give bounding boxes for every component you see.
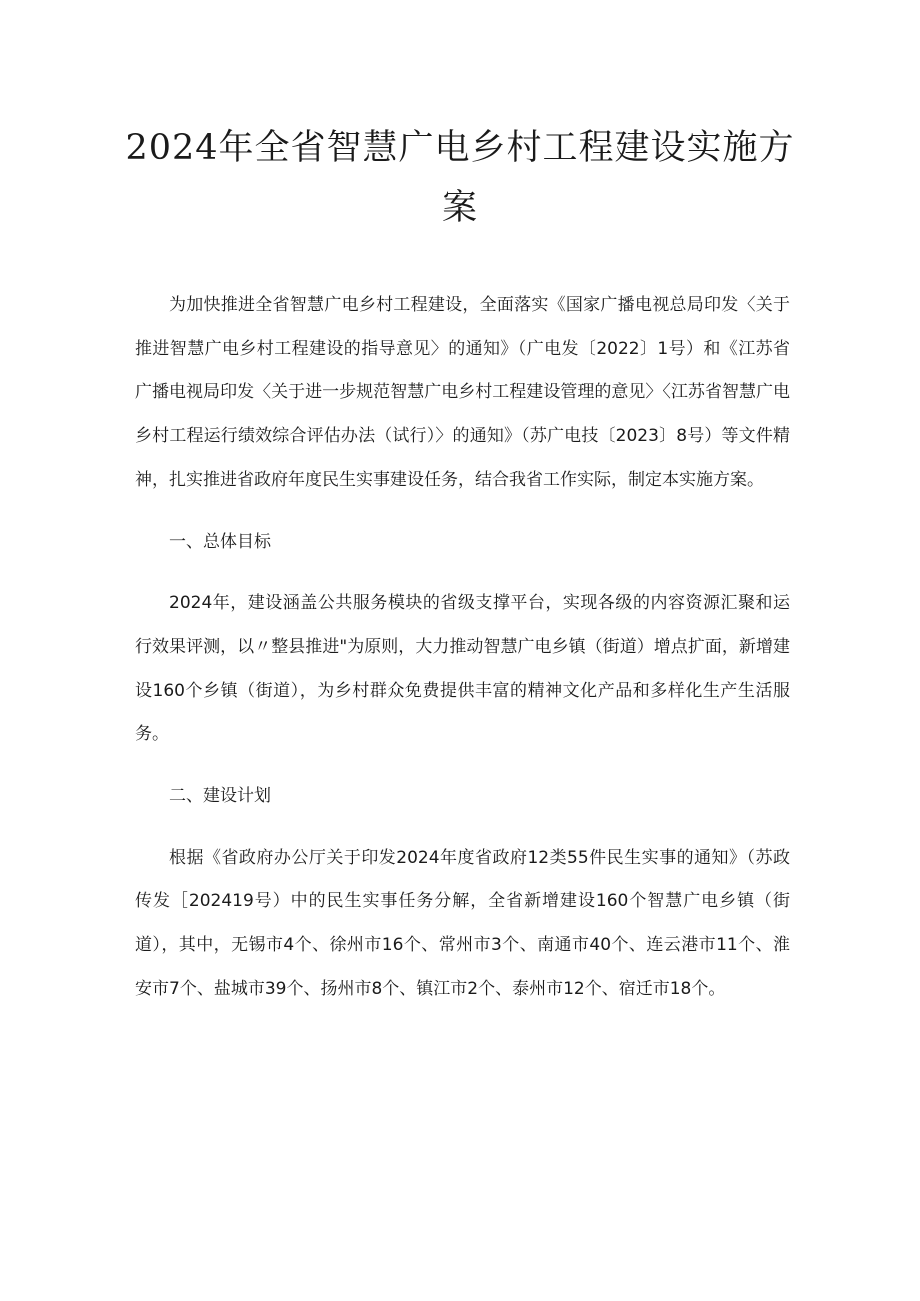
section-heading-overall-goal: 一、总体目标 bbox=[169, 531, 271, 552]
section-heading-construction-plan: 二、建设计划 bbox=[169, 786, 271, 807]
paragraph-plan: 根据《省政府办公厅关于印发2024年度省政府12类55件民生实事的通知》（苏政传发［202419号）中的民生实事任务分解，全省新增建设160个智慧广电乡镇（街道），其中，无锡市4个、徐州市16个、常州市3个、南通市40个、连云港市11个、淮安市7个、盐城市39个、扬州市8个、镇江市2个、泰州市12个、宿迁市18个。 bbox=[135, 847, 790, 999]
paragraph-goal: 2024年，建设涵盖公共服务模块的省级支撑平台，实现各级的内容资源汇聚和运行效果评测，以〃整县推进"为原则，大力推动智慧广电乡镇（街道）增点扩面，新增建设160个乡镇（街道），为乡村群众免费提供丰富的精神文化产品和多样化生产生活服务。 bbox=[135, 593, 790, 745]
paragraph-intro: 为加快推进全省智慧广电乡村工程建设，全面落实《国家广播电视总局印发〈关于推进智慧广电乡村工程建设的指导意见〉的通知》（广电发〔2022〕1号）和《江苏省广播电视局印发〈关于进一步规范智慧广电乡村工程建设管理的意见〉〈江苏省智慧广电乡村工程运行绩效综合评估办法（试行）〉的通知》（苏广电技〔2023〕8号）等文件精神，扎实推进省政府年度民生实事建设任务，结合我省工作实际，制定本实施方案。 bbox=[135, 295, 790, 490]
document-title: 2024年全省智慧广电乡村工程建设实施方案 bbox=[125, 128, 795, 228]
document-body bbox=[135, 284, 790, 1012]
